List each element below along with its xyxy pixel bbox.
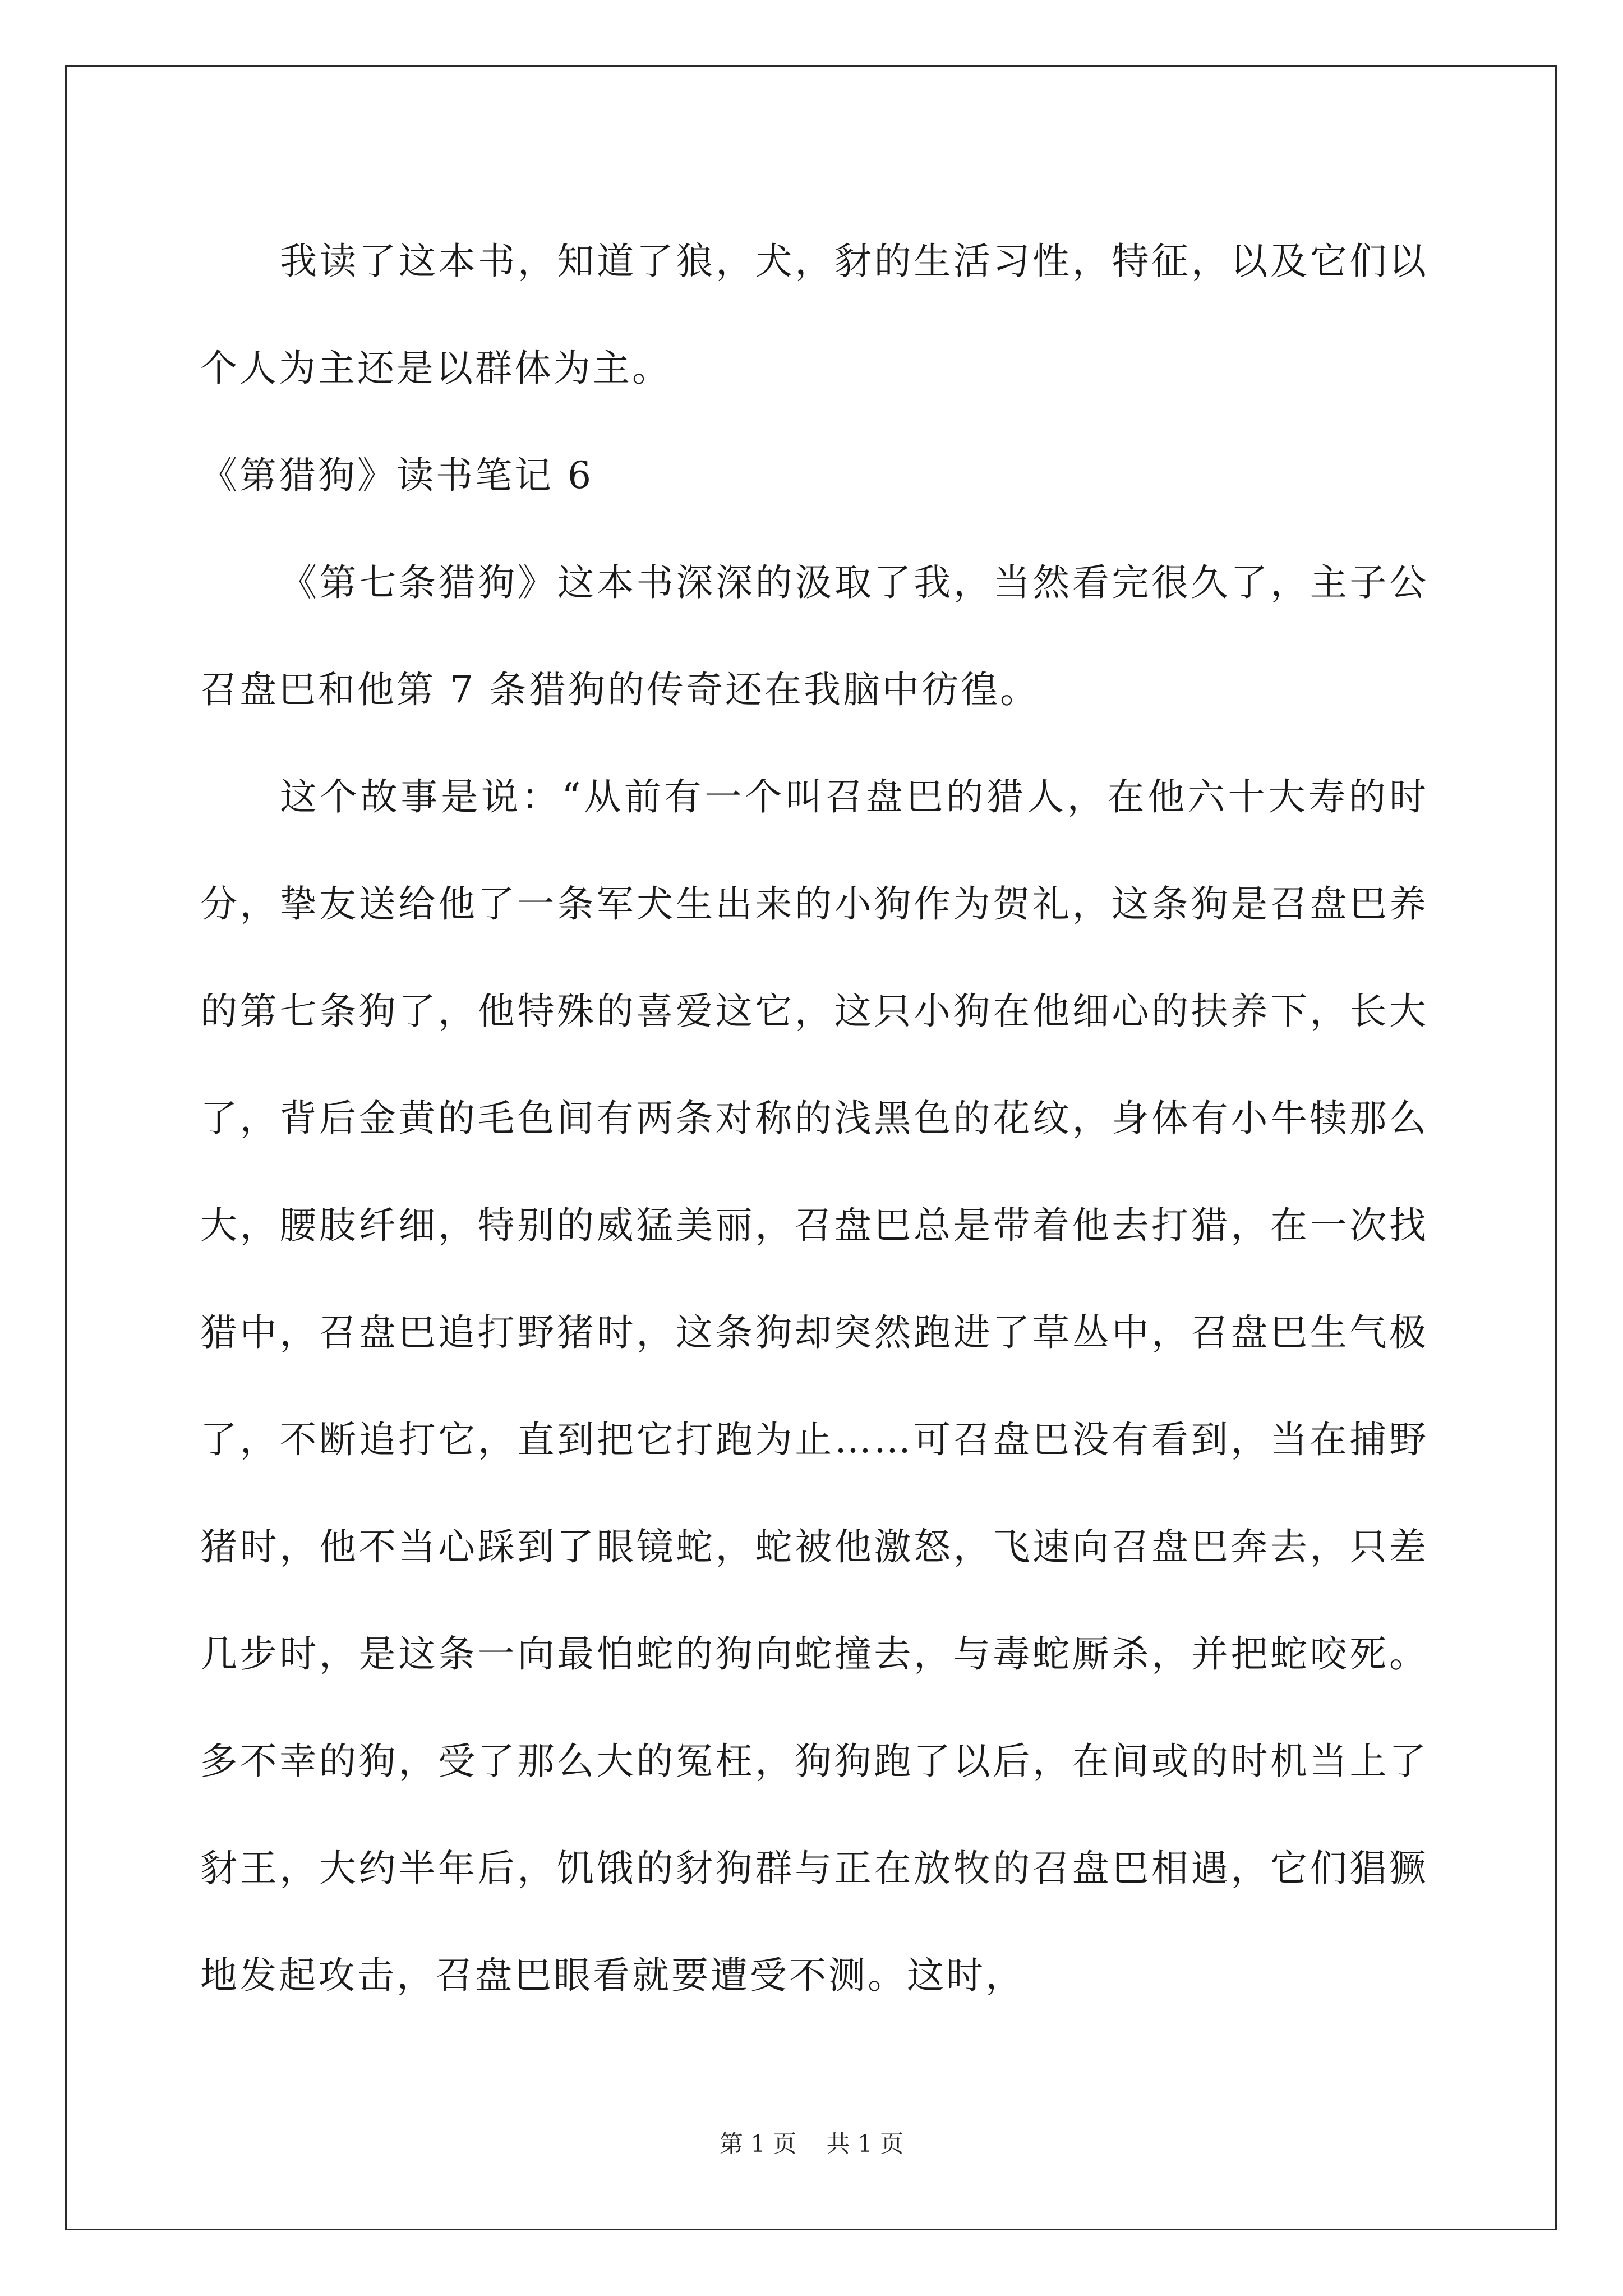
page-total: 共 1 页 bbox=[826, 2130, 904, 2157]
section-heading: 《第猎狗》读书笔记 6 bbox=[200, 454, 593, 497]
paragraph-3: 这个故事是说：“从前有一个叫召盘巴的猎人，在他六十大寿的时分，挚友送给他了一条军犬生出来的小狗作为贺礼，这条狗是召盘巴养的第七条狗了，他特殊的喜爱这它，这只小狗在他细心的扶养下，长大了，背后金黄的毛色间有两条对称的浅黑色的花纹，身体有小牛犊那么大，腰肢纤细，特别的威猛美丽，召盘巴总是带着他去打猎，在一次找猎中，召盘巴追打野猪时，这条狗却突然跑进了草丛中，召盘巴生气极了，不断追打它，直到把它打跑为止……可召盘巴没有看到，当在捕野猪时，他不当心踩到了眼镜蛇，蛇被他激怒，飞速向召盘巴奔去，只差几步时，是这条一向最怕蛇的狗向蛇撞去，与毒蛇厮杀，并把蛇咬死。多不幸的狗，受了那么大的冤枉，狗狗跑了以后，在间或的时机当上了豺王，大约半年后，饥饿的豺狗群与正在放牧的召盘巴相遇，它们猖獗地发起攻击，召盘巴眼看就要遭受不测。这时， bbox=[200, 775, 1428, 1997]
document-body bbox=[200, 208, 1428, 2029]
page-number: 第 1 页 bbox=[719, 2130, 797, 2157]
page-footer bbox=[0, 2127, 1623, 2161]
paragraph-2: 《第七条猎狗》这本书深深的汲取了我，当然看完很久了，主子公召盘巴和他第 7 条猎狗的传奇还在我脑中彷徨。 bbox=[200, 561, 1428, 711]
paragraph-1: 我读了这本书，知道了狼，犬，豺的生活习性，特征，以及它们以个人为主还是以群体为主。 bbox=[200, 240, 1428, 390]
